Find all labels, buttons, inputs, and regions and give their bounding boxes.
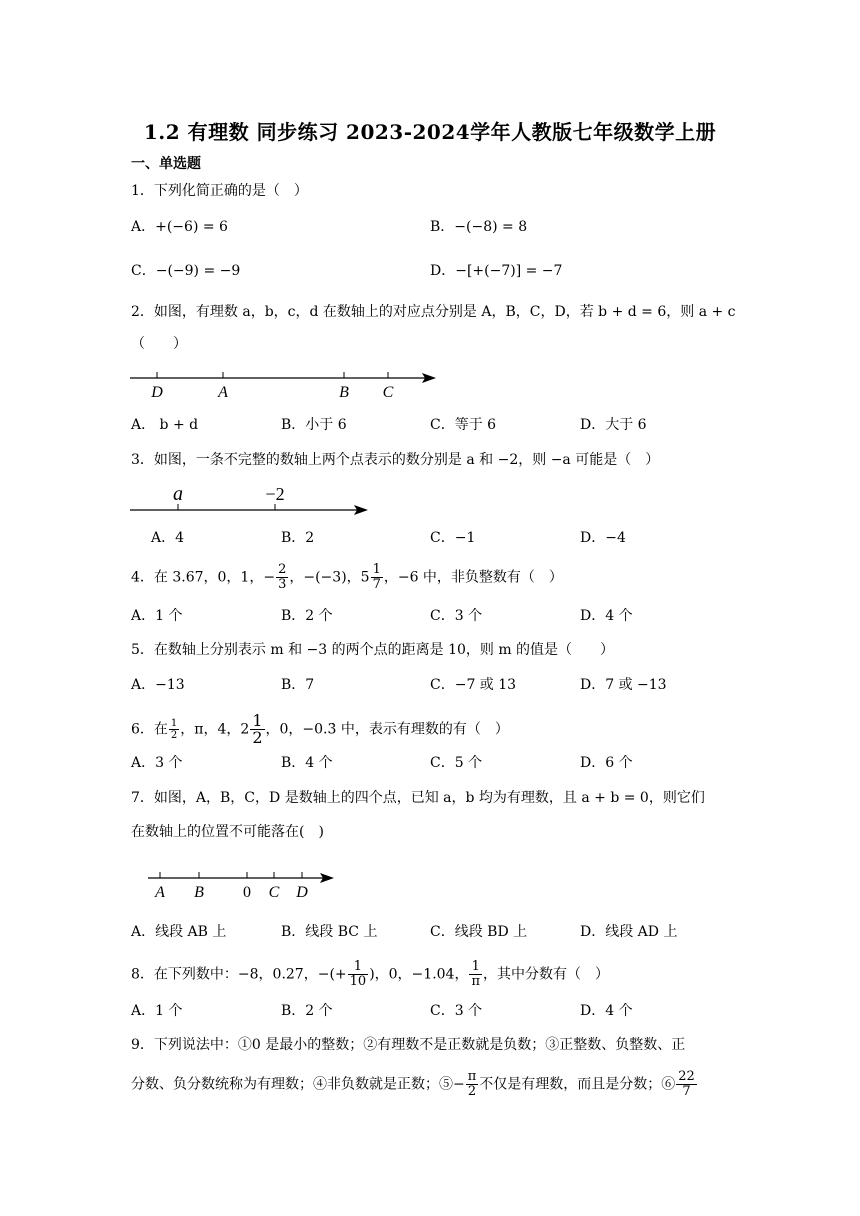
q6-option-d: D．6 个 (580, 755, 633, 771)
q9-fraction-2 (676, 1070, 697, 1099)
question-5-text: 5．在数轴上分别表示 m 和 −3 的两个点的距离是 10，则 m 的值是（ ） (131, 642, 615, 658)
q8-fraction-1 (348, 960, 369, 989)
q8-option-a: A．1 个 (131, 1003, 183, 1019)
q2-label-a: A (218, 384, 228, 401)
question-2-line2: （ ） (131, 336, 187, 352)
q9-fraction-2-num: 22 (678, 1069, 695, 1084)
q5-option-c: C．−7 或 13 (430, 677, 517, 693)
q6-fraction-1 (169, 718, 179, 741)
q7-option-b: B．线段 BC 上 (281, 924, 378, 940)
q6-fraction-2 (250, 713, 264, 746)
q4-option-d: D．4 个 (580, 608, 633, 624)
q8-text-pre: 8．在下列数中：−8，0.27，−(+ (131, 966, 347, 983)
q1-option-c: C．−(−9) = −9 (131, 263, 241, 279)
q7-label-a: A (155, 884, 165, 901)
q4-fraction-1-den: 3 (278, 577, 287, 592)
q9-fraction-2-den: 7 (682, 1084, 691, 1099)
q6-text-post: ，0，−0.3̇ 中，表示有理数的有（ ） (265, 721, 509, 738)
q7-label-c: C (268, 884, 280, 901)
q8-text-mid: )，0，−1.04， (369, 966, 469, 983)
q4-text-pre: 4．在 3.67，0，1，− (131, 569, 276, 586)
q9-line2-pre: 分数、负分数统称为有理数；④非负数就是正数；⑤− (131, 1076, 465, 1093)
q6-text-pre: 6．在 (131, 721, 168, 738)
question-7-line2: 在数轴上的位置不可能落在( ) (131, 824, 324, 840)
question-6 (131, 713, 509, 746)
q2-label-d: D (151, 384, 163, 401)
q6-fraction-1-num: 1 (170, 718, 178, 729)
q4-fraction-2 (371, 563, 383, 592)
question-4 (131, 563, 563, 592)
q1-option-b: B．−(−8) = 8 (430, 219, 528, 235)
q3-option-b: B．2 (281, 530, 315, 546)
q8-option-d: D．4 个 (580, 1003, 633, 1019)
page-title: 1.2 有理数 同步练习 2023-2024学年人教版七年级数学上册 (143, 120, 717, 144)
q4-text-mid: ，−(−3)，5 (289, 569, 370, 586)
question-2-text: 2．如图，有理数 a，b，c，d 在数轴上的对应点分别是 A，B，C，D，若 b + d = 6，则 a + c (131, 304, 736, 320)
q6-option-c: C．5 个 (430, 755, 483, 771)
q3-number-line (128, 480, 372, 520)
q6-fraction-2-num: 1 (252, 711, 263, 730)
q8-text-post: ，其中分数有（ ） (483, 966, 610, 983)
question-8 (131, 960, 609, 989)
section-heading: 一、单选题 (131, 156, 201, 172)
q2-label-b: B (339, 384, 349, 401)
question-1-text: 1．下列化简正确的是（ ） (131, 183, 308, 199)
q1-option-d: D．−[+(−7)] = −7 (430, 263, 563, 279)
q3-label-neg2: −2 (265, 484, 285, 504)
q9-line2-mid: 不仅是有理数，而且是分数；⑥ (479, 1076, 676, 1093)
q7-label-b: B (194, 884, 204, 901)
q7-label-d: D (296, 884, 308, 901)
q1-option-a: A．+(−6) = 6 (131, 219, 228, 235)
question-9-line1: 9．下列说法中：①0 是最小的整数；②有理数不是正数就是负数；③正整数、负整数、正 (131, 1037, 686, 1053)
q7-option-c: C．线段 BD 上 (430, 924, 528, 940)
q4-fraction-1 (276, 563, 288, 592)
q4-fraction-2-num: 1 (372, 562, 381, 577)
q7-option-a: A．线段 AB 上 (131, 924, 227, 940)
q4-fraction-2-den: 7 (372, 577, 381, 592)
q4-option-a: A．1 个 (131, 608, 183, 624)
q3-option-d: D．−4 (580, 530, 626, 546)
q6-fraction-1-den: 2 (170, 730, 178, 741)
q9-fraction-1-den: 2 (467, 1084, 477, 1099)
q4-option-b: B．2 个 (281, 608, 333, 624)
q7-number-line (146, 868, 338, 902)
question-3-text: 3．如图，一条不完整的数轴上两个点表示的数分别是 a 和 −2，则 −a 可能是（ ） (131, 452, 660, 468)
q6-option-a: A．3 个 (131, 755, 183, 771)
q2-number-line (128, 366, 440, 402)
q7-option-d: D．线段 AD 上 (580, 924, 678, 940)
q8-fraction-2-den: π (471, 974, 481, 989)
question-7 (131, 788, 705, 808)
q2-option-c: C．等于 6 (430, 417, 497, 433)
q5-option-a: A．−13 (131, 677, 185, 693)
question-7-text: 7．如图，A，B，C，D 是数轴上的四个点，已知 a，b 均为有理数，且 a + b = 0，则它们 (131, 790, 705, 806)
q7-label-0: 0 (243, 884, 251, 901)
q6-text-mid: ，π，4，2 (180, 721, 250, 738)
q4-fraction-1-num: 2 (278, 562, 287, 577)
q6-option-b: B．4 个 (281, 755, 333, 771)
q9-fraction-1 (466, 1070, 479, 1099)
q8-option-b: B．2 个 (281, 1003, 333, 1019)
question-9-line2 (131, 1070, 698, 1099)
q3-option-a: A．4 (151, 530, 185, 546)
q2-option-d: D．大于 6 (580, 417, 647, 433)
question-3 (131, 450, 659, 470)
q8-fraction-1-den: 10 (349, 974, 367, 989)
q6-fraction-2-den: 2 (252, 728, 263, 747)
q4-option-c: C．3 个 (430, 608, 483, 624)
q5-option-b: B．7 (281, 677, 315, 693)
q8-fraction-2 (469, 960, 482, 989)
q3-label-a: a (173, 483, 183, 505)
q3-option-c: C．−1 (430, 530, 476, 546)
question-1 (131, 181, 308, 201)
q2-label-c: C (382, 384, 394, 401)
q2-option-b: B．小于 6 (281, 417, 347, 433)
q8-fraction-1-num: 1 (348, 960, 369, 975)
q5-option-d: D．7 或 −13 (580, 677, 667, 693)
question-5 (131, 640, 614, 660)
q2-option-a: A． b + d (131, 417, 199, 433)
q9-fraction-1-num: π (467, 1069, 477, 1084)
q8-option-c: C．3 个 (430, 1003, 483, 1019)
q8-fraction-2-num: 1 (469, 960, 482, 975)
q4-text-post: ，−6 中，非负整数有（ ） (383, 569, 563, 586)
question-2 (131, 302, 736, 322)
